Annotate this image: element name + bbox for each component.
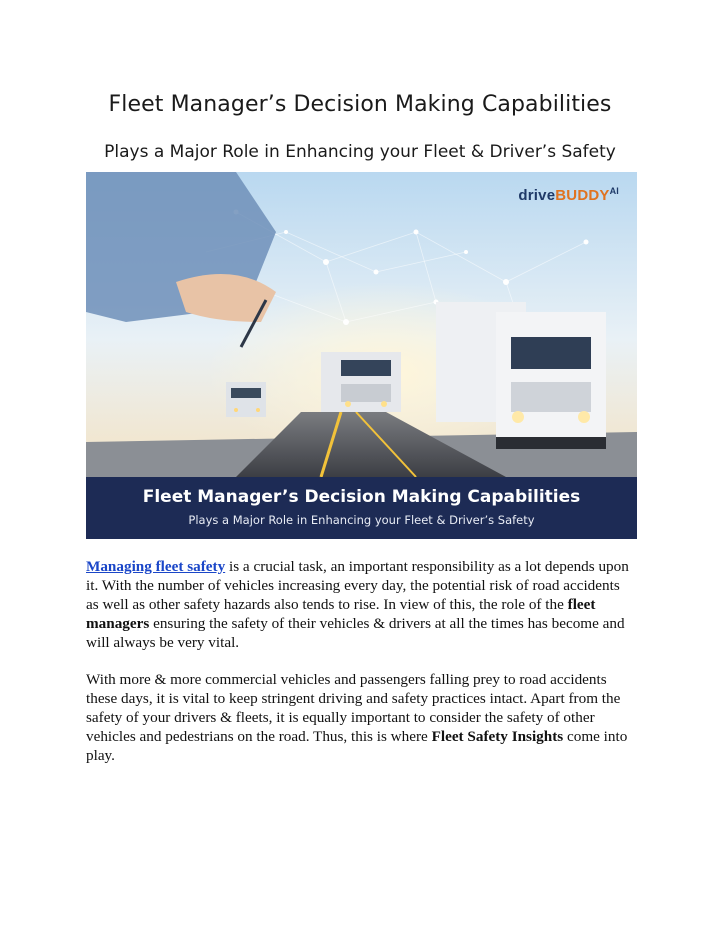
fleet-safety-insights-bold: Fleet Safety Insights (431, 728, 564, 745)
truck-small (226, 382, 266, 417)
logo-ai-text: AI (609, 186, 619, 196)
banner-subtitle: Plays a Major Role in Enhancing your Fleet & Driver’s Safety (188, 513, 535, 527)
paragraph-safety-text-a: With more & more commercial vehicles and passengers falling prey to road accidents these days, it is vital to keep stringent driving and safety practices intact. Apart from the safety of your drivers & fleets, it is equally important to consider the safety of other vehicles and pedestrians on the road. Thus, this is where (86, 671, 621, 745)
paragraph-intro-text-b: ensuring the safety of their vehicles & drivers at all the times has become and will always be very vital. (86, 615, 625, 651)
managing-fleet-safety-link[interactable]: Managing fleet safety (86, 558, 226, 575)
paragraph-intro (86, 557, 634, 652)
banner-title: Fleet Manager’s Decision Making Capabilities (142, 487, 581, 507)
hero-image (86, 172, 637, 539)
logo-buddy-text: BUDDY (555, 187, 610, 204)
logo-drive-text: drive (518, 187, 556, 204)
paragraph-intro-text-a: is a crucial task, an important responsibility as a lot depends upon it. With the number of vehicles increasing every day, the potential risk of road accidents as well as other safety hazards also tends to rise. In view of this, the role of the (86, 558, 629, 613)
page-subtitle: Plays a Major Role in Enhancing your Fleet & Driver’s Safety (104, 142, 616, 162)
fleet-managers-bold: fleet managers (86, 596, 596, 632)
truck-middle (321, 352, 401, 412)
hero-banner (86, 477, 637, 539)
paragraph-safety (86, 670, 634, 765)
drivebuddy-logo (518, 186, 619, 204)
paragraph-safety-text-b: come into play. (86, 728, 628, 764)
page-title: Fleet Manager’s Decision Making Capabilities (108, 92, 612, 117)
